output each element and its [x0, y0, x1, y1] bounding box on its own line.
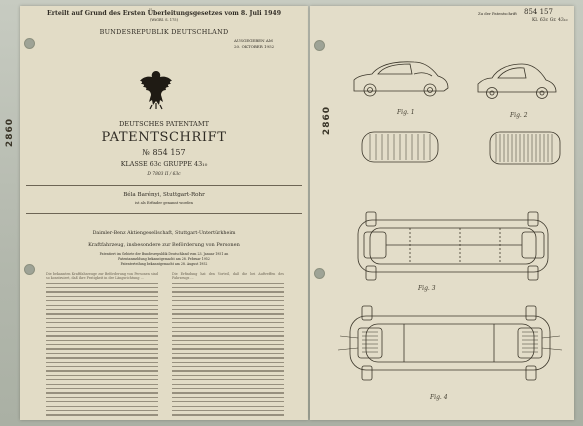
body-column-left [46, 272, 158, 417]
federal-eagle-emblem [138, 68, 174, 110]
date-line: Patentanmeldung bekanntgemacht am 28. Februar 1952 [118, 257, 210, 261]
margin-number-right: 2860 [322, 106, 332, 136]
figure-2-label: Fig. 2 [510, 112, 528, 119]
grant-heading: Erteilt auf Grund des Ersten Überleitungsgesetzes vom 8. Juli 1949 [46, 10, 282, 17]
header-number-label: Zu der Patentschrift [478, 11, 517, 16]
figure-1-label: Fig. 1 [397, 109, 415, 116]
issue-label: AUSGEGEBEN AM [234, 38, 273, 43]
margin-number-left: 2860 [5, 118, 15, 148]
patent-title: Kraftfahrzeug, insbesondere zur Beförderung von Personen [88, 242, 240, 248]
divider [26, 185, 302, 186]
figure-3-label: Fig. 3 [418, 285, 436, 292]
body-text-start: Die Erfindung hat den Vorteil, daß die bei Auftreffen des Fahrzeugs ... [172, 272, 284, 281]
figure-3-chassis-plan [358, 212, 548, 280]
country-name: BUNDESREPUBLIK DEUTSCHLAND [99, 28, 229, 36]
figure-4-chassis-plan [338, 306, 562, 380]
patent-office: DEUTSCHES PATENTAMT [119, 120, 209, 128]
figure-4-label: Fig. 4 [430, 394, 448, 401]
issue-date: 20. OKTOBER 1952 [234, 44, 275, 49]
divider [26, 213, 302, 214]
applicant: Daimler-Benz Aktiengesellschaft, Stuttgart-Untertürkheim [92, 231, 236, 236]
figure-1-plan-view [362, 132, 438, 162]
file-reference: D 7803 II / 63c [147, 172, 181, 177]
inventor-note: ist als Erfinder genannt worden [135, 201, 193, 205]
figure-2-plan-view [490, 132, 560, 164]
patent-drawings [310, 6, 574, 420]
class-group: KLASSE 63c GRUPPE 43₁₀ [120, 160, 208, 168]
punch-hole [24, 38, 35, 49]
figure-2-side-view [478, 64, 556, 99]
document-type: PATENTSCHRIFT [101, 130, 227, 145]
header-number: 854 157 [524, 8, 553, 16]
patent-text-sheet [20, 6, 308, 420]
grant-heading-sub: (WiGBl. S. 175) [149, 18, 178, 22]
body-text-start: Die bekannten Kraftfahrzeuge zur Beförderung von Personen sind so konstruiert, daß ihre Festigkeit in der Längsrichtung ... [46, 272, 158, 281]
header-class: Kl. 63c Gr. 43₁₀ [532, 18, 568, 23]
date-line: Patentiert im Gebiete der Bundesrepublik Deutschland vom 23. Januar 1951 an [99, 252, 229, 256]
figure-1-side-view [354, 62, 448, 96]
inventor-name: Béla Barényi, Stuttgart-Rohr [123, 192, 205, 198]
patent-number: № 854 157 [142, 148, 186, 157]
date-line: Patenterteilung bekanntgemacht am 28. August 1952 [120, 262, 208, 266]
body-column-right [172, 272, 284, 417]
